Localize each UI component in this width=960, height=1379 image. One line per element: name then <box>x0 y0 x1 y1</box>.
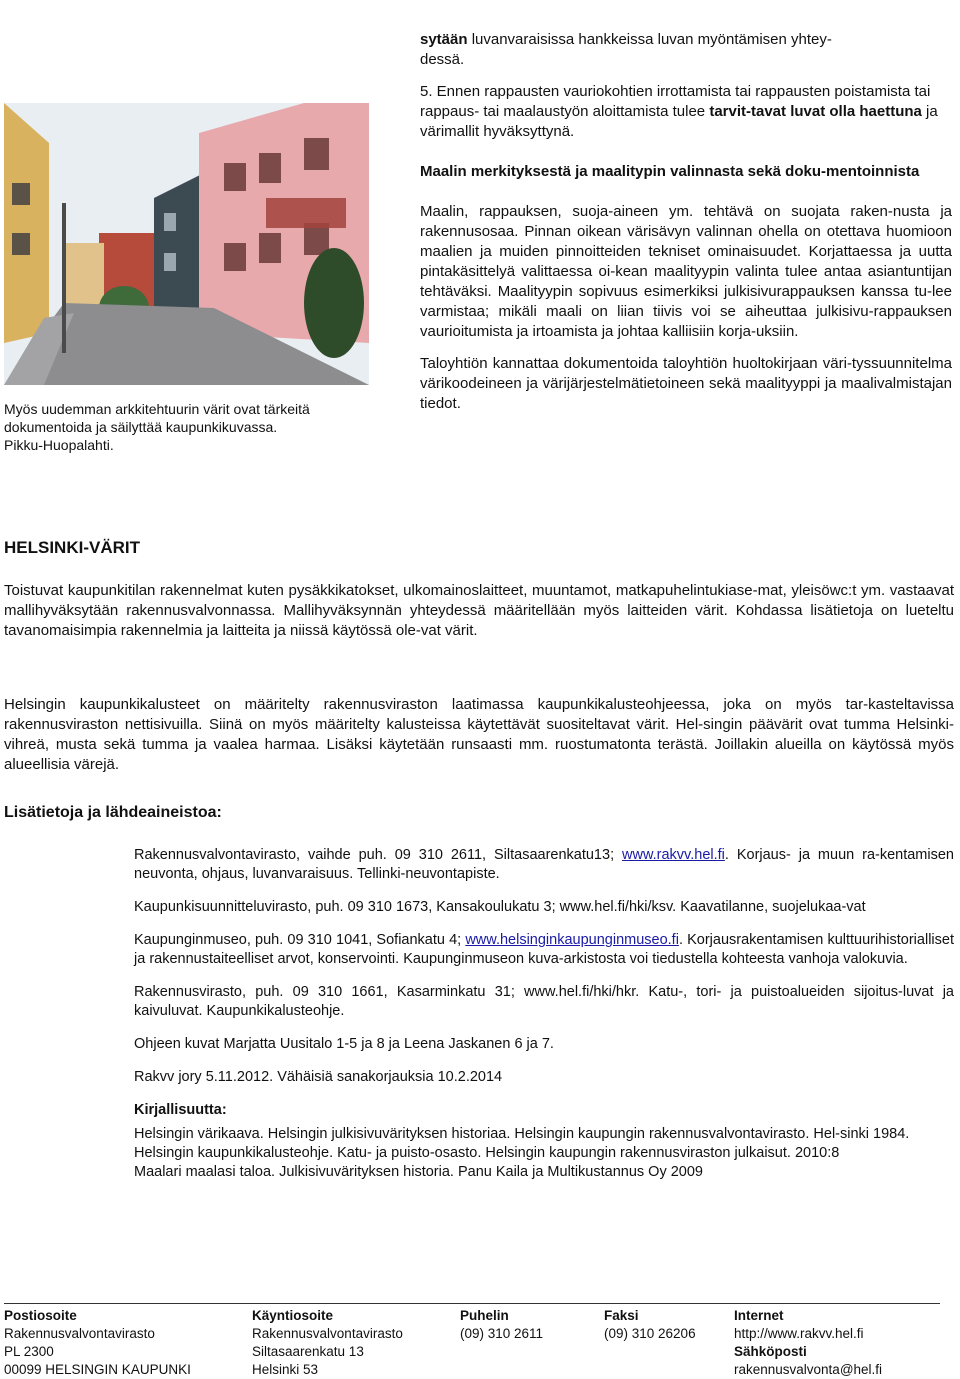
kayntiosoite-line-1: Rakennusvalvontavirasto <box>252 1326 403 1341</box>
ref-rakennusvirasto: Rakennusvirasto, puh. 09 310 1661, Kasarminkatu 31; www.hel.fi/hki/hkr. Katu-, tori- ja puistoalueiden sijoitus-luvat ja kaivuluvat. Kaupunkikalusteohje. <box>134 984 954 1019</box>
paragraph-maali: Maalin, rappauksen, suoja-aineen ym. tehtävä on suojata raken-nusta ja rakennusosaa. Pinnan oikean värisävyn valinnan ohella on otettava huomioon maalien ja muiden pinnoitteiden tekniset ominaisuudet. Korjattaessa ja uutta pintakäsittelyä valittaessa oi-kean maalityypin valinta tulee antaa asiantuntijan tehtäväksi. Maalityypin sopivuus esimerkiksi julkisivurappauksen kanssa tu-lee varmistaa; mikäli maali on liian tiivis voi se aiheuttaa julkisivu-rappauksen vaurioitumista ja irtoamista ja johtaa kalliisiin korja-uksiin. <box>420 203 952 340</box>
lit-varikaava: Helsingin värikaava. Helsingin julkisivuvärityksen historiaa. Helsingin kaupungin rakennusvalvontavirasto. Hel-sinki 1984. <box>134 1126 910 1142</box>
kirjallisuutta-heading: Kirjallisuutta: <box>134 1102 227 1118</box>
item5-text-a: 5. Ennen rappausten vauriokohtien irrottamista tai rappausten poistamista tai rappaus- tai maalaustyön aloittamista tulee <box>420 83 931 120</box>
ref-kaupunginmuseo <box>134 931 954 969</box>
footer-faksi <box>604 1307 696 1343</box>
sahkoposti-value[interactable]: rakennusvalvonta@hel.fi <box>734 1362 883 1377</box>
puhelin-value: (09) 310 2611 <box>460 1326 544 1341</box>
photo-caption <box>4 400 384 454</box>
lisatietoja-heading: Lisätietoja ja lähdeaineistoa: <box>4 804 222 821</box>
faksi-label: Faksi <box>604 1308 639 1323</box>
continued-bold: sytään <box>420 31 468 48</box>
caption-line-1: Myös uudemman arkkitehtuurin värit ovat tärkeitä <box>4 401 310 417</box>
postiosoite-line-3: 00099 HELSINGIN KAUPUNKI <box>4 1362 191 1377</box>
postiosoite-line-1: Rakennusvalvontavirasto <box>4 1326 155 1341</box>
references <box>134 846 954 1182</box>
continued-line2: dessä. <box>420 51 465 68</box>
paragraph-kaupunkitila: Toistuvat kaupunkitilan rakennelmat kuten pysäkkikatokset, ulkomainoslaitteet, muuntamot, matkapuhelintukiase-mat, yleisöwc:t ym. vastaavat mallihyväksytään rakennusvalvonnassa. Mallihyväksynnän yhteydessä määritellään myös laitteiden värit. Kohdassa lisätietoja on lueteltu tavanomaisimpia rakennelmia ja laitteita ja niissä käytössä ole-vat värit. <box>4 582 954 639</box>
lit-kaupunkikalusteohje: Helsingin kaupunkikalusteohje. Katu- ja puisto-osasto. Helsingin kaupungin rakennusviraston julkaisut. 2010:8 <box>134 1145 840 1161</box>
footer-kayntiosoite <box>252 1307 403 1379</box>
footer-rule <box>4 1303 940 1304</box>
postiosoite-label: Postiosoite <box>4 1308 77 1323</box>
footer-postiosoite <box>4 1307 191 1379</box>
ref3-text-a: Kaupunginmuseo, puh. 09 310 1041, Sofiankatu 4; <box>134 932 466 948</box>
faksi-value: (09) 310 26206 <box>604 1326 696 1341</box>
kayntiosoite-line-3: Helsinki 53 <box>252 1362 319 1377</box>
caption-line-2: dokumentoida ja säilyttää kaupunkikuvassa. <box>4 419 278 435</box>
helsinki-varit-heading: HELSINKI-VÄRIT <box>4 538 140 557</box>
paragraph-kaupunkikalusteet: Helsingin kaupunkikalusteet on määritelty rakennusviraston laatimassa kaupunkikalusteohjeessa, joka on myös tar-kasteltavissa rakennusviraston nettisivuilla. Siinä on myös määritelty kalusteissa käytettävät suositeltavat värit. Hel-singin päävärit ovat tumma Helsinki-vihreä, musta sekä tumma ja vaalea harmaa. Lisäksi käytetään runsaasti mm. ruostumatonta terästä. Joillakin alueilla on käytössä myös alueellisia värejä. <box>4 696 954 773</box>
paragraph-taloyhtio: Taloyhtiön kannattaa dokumentoida taloyhtiön huoltokirjaan väri-tyssuunnitelma värikoodeineen ja värijärjestelmätietoineen sekä maalityyppi ja maalivalmistajan tiedot. <box>420 355 952 412</box>
top-right-column <box>420 30 952 414</box>
ref1-text-a: Rakennusvalvontavirasto, vaihde puh. 09 310 2611, Siltasaarenkatu13; <box>134 847 623 863</box>
kayntiosoite-line-2: Siltasaarenkatu 13 <box>252 1344 364 1359</box>
ref-kuvat: Ohjeen kuvat Marjatta Uusitalo 1-5 ja 8 ja Leena Jaskanen 6 ja 7. <box>134 1036 554 1052</box>
ref1-text-b: . Korjaus- ja muun ra-kentamisen neuvonta, ohjaus, luvanvaraisuus. Tellinki-neuvontapiste. <box>134 847 954 882</box>
ref-rakennusvalvonta <box>134 846 954 884</box>
kayntiosoite-label: Käyntiosoite <box>252 1308 334 1323</box>
footer-internet <box>734 1307 882 1379</box>
list-item-5 <box>420 82 952 142</box>
section-title: Maalin merkityksestä ja maalitypin valinnasta sekä doku-mentoinnista <box>420 163 920 180</box>
building-photo-illustration <box>4 103 369 385</box>
footer-puhelin <box>460 1307 543 1343</box>
street-photo <box>4 103 369 385</box>
postiosoite-line-2: PL 2300 <box>4 1344 54 1359</box>
internet-value[interactable]: http://www.rakvv.hel.fi <box>734 1326 864 1341</box>
ref-jory: Rakvv jory 5.11.2012. Vähäisiä sanakorjauksia 10.2.2014 <box>134 1069 503 1085</box>
item5-bold: tarvit-tavat luvat olla haettuna <box>709 103 922 120</box>
internet-label: Internet <box>734 1308 784 1323</box>
ref-kaupunkisuunnittelu: Kaupunkisuunnitteluvirasto, puh. 09 310 1673, Kansakoulukatu 3; www.hel.fi/hki/ksv. Kaavatilanne, suojelukaa-vat <box>134 899 866 915</box>
ref3-text-b: . Korjausrakentamisen kulttuurihistorialliset ja rakennustaiteelliset arvot, konservointi. Kaupunginmuseon kuva-arkistosta voi tiedustella kohteesta vanhoja valokuvia. <box>134 932 954 967</box>
continued-rest: luvanvaraisissa hankkeissa luvan myöntämisen yhtey- <box>467 31 832 48</box>
continued-text <box>420 30 952 70</box>
rakvv-link[interactable]: www.rakvv.hel.fi <box>622 847 725 863</box>
puhelin-label: Puhelin <box>460 1308 509 1323</box>
lit-maalari: Maalari maalasi taloa. Julkisivuvärityksen historia. Panu Kaila ja Multikustannus Oy 2009 <box>134 1164 703 1180</box>
sahkoposti-label: Sähköposti <box>734 1344 807 1359</box>
caption-line-3: Pikku-Huopalahti. <box>4 437 114 453</box>
item5-text-b: ja värimallit hyväksyttynä. <box>420 103 938 140</box>
museo-link[interactable]: www.helsinginkaupunginmuseo.fi <box>465 932 679 948</box>
